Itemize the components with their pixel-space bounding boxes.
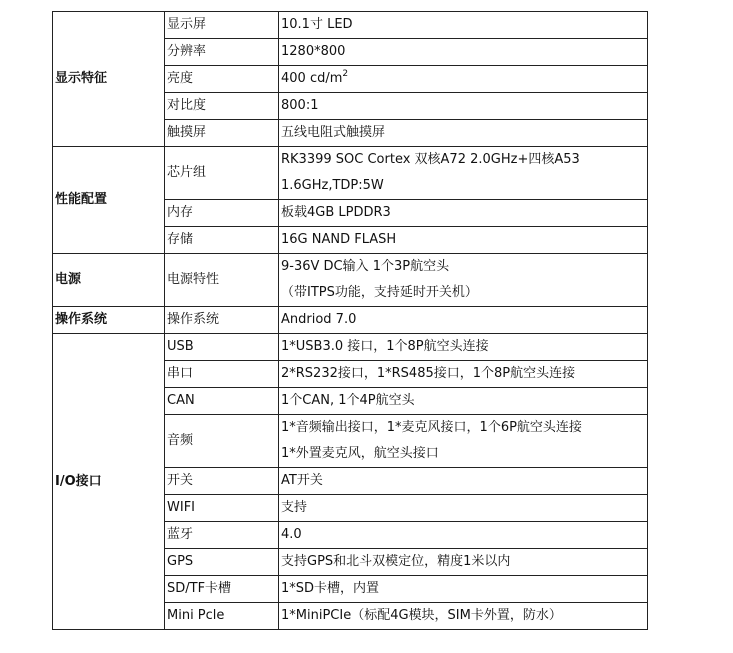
label-storage: 存储: [165, 227, 279, 254]
value-audio: [279, 415, 648, 468]
value-brightness: [279, 66, 648, 93]
brightness-text: 400 cd/m: [281, 71, 343, 86]
value-can: 1个CAN, 1个4P航空头: [279, 388, 648, 415]
brightness-exponent: 2: [342, 69, 349, 79]
value-sd: 1*SD卡槽，内置: [279, 576, 648, 603]
label-minipcie: Mini Pcle: [165, 603, 279, 630]
label-touch: 触摸屏: [165, 120, 279, 147]
label-serial: 串口: [165, 361, 279, 388]
audio-line-2: 1*外置麦克风，航空头接口: [281, 446, 439, 461]
value-bluetooth: 4.0: [279, 522, 648, 549]
group-os: 操作系统: [53, 307, 165, 334]
label-memory: 内存: [165, 200, 279, 227]
value-switch: AT开关: [279, 468, 648, 495]
label-brightness: 亮度: [165, 66, 279, 93]
power-line-1: 9-36V DC输入 1个3P航空头: [281, 259, 450, 274]
value-power: [279, 254, 648, 307]
label-power: 电源特性: [165, 254, 279, 307]
value-os: Andriod 7.0: [279, 307, 648, 334]
value-gps: 支持GPS和北斗双模定位，精度1米以内: [279, 549, 648, 576]
label-usb: USB: [165, 334, 279, 361]
power-line-2: （带ITPS功能，支持延时开关机）: [281, 285, 478, 300]
label-screen: 显示屏: [165, 12, 279, 39]
value-contrast: 800:1: [279, 93, 648, 120]
chipset-line-2: 1.6GHz,TDP:5W: [281, 178, 384, 193]
value-screen: 10.1寸 LED: [279, 12, 648, 39]
label-wifi: WIFI: [165, 495, 279, 522]
table-row: [53, 307, 648, 334]
label-os: 操作系统: [165, 307, 279, 334]
chipset-line-1: RK3399 SOC Cortex 双核A72 2.0GHz+四核A53: [281, 152, 580, 167]
label-sd: SD/TF卡槽: [165, 576, 279, 603]
value-chipset: [279, 147, 648, 200]
value-touch: 五线电阻式触摸屏: [279, 120, 648, 147]
spec-table: [52, 11, 648, 630]
label-contrast: 对比度: [165, 93, 279, 120]
audio-line-1: 1*音频输出接口，1*麦克风接口，1个6P航空头连接: [281, 420, 582, 435]
value-storage: 16G NAND FLASH: [279, 227, 648, 254]
value-resolution: 1280*800: [279, 39, 648, 66]
table-row: [53, 334, 648, 361]
value-usb: 1*USB3.0 接口，1个8P航空头连接: [279, 334, 648, 361]
value-minipcie: 1*MiniPCIe（标配4G模块，SIM卡外置，防水）: [279, 603, 648, 630]
label-bluetooth: 蓝牙: [165, 522, 279, 549]
label-resolution: 分辨率: [165, 39, 279, 66]
value-serial: 2*RS232接口，1*RS485接口，1个8P航空头连接: [279, 361, 648, 388]
label-switch: 开关: [165, 468, 279, 495]
label-can: CAN: [165, 388, 279, 415]
group-display: 显示特征: [53, 12, 165, 147]
table-row: [53, 12, 648, 39]
label-gps: GPS: [165, 549, 279, 576]
label-chipset: 芯片组: [165, 147, 279, 200]
table-row: [53, 254, 648, 307]
label-audio: 音频: [165, 415, 279, 468]
group-io: I/O接口: [53, 334, 165, 630]
table-row: [53, 147, 648, 200]
value-wifi: 支持: [279, 495, 648, 522]
group-power: 电源: [53, 254, 165, 307]
value-memory: 板载4GB LPDDR3: [279, 200, 648, 227]
group-performance: 性能配置: [53, 147, 165, 254]
